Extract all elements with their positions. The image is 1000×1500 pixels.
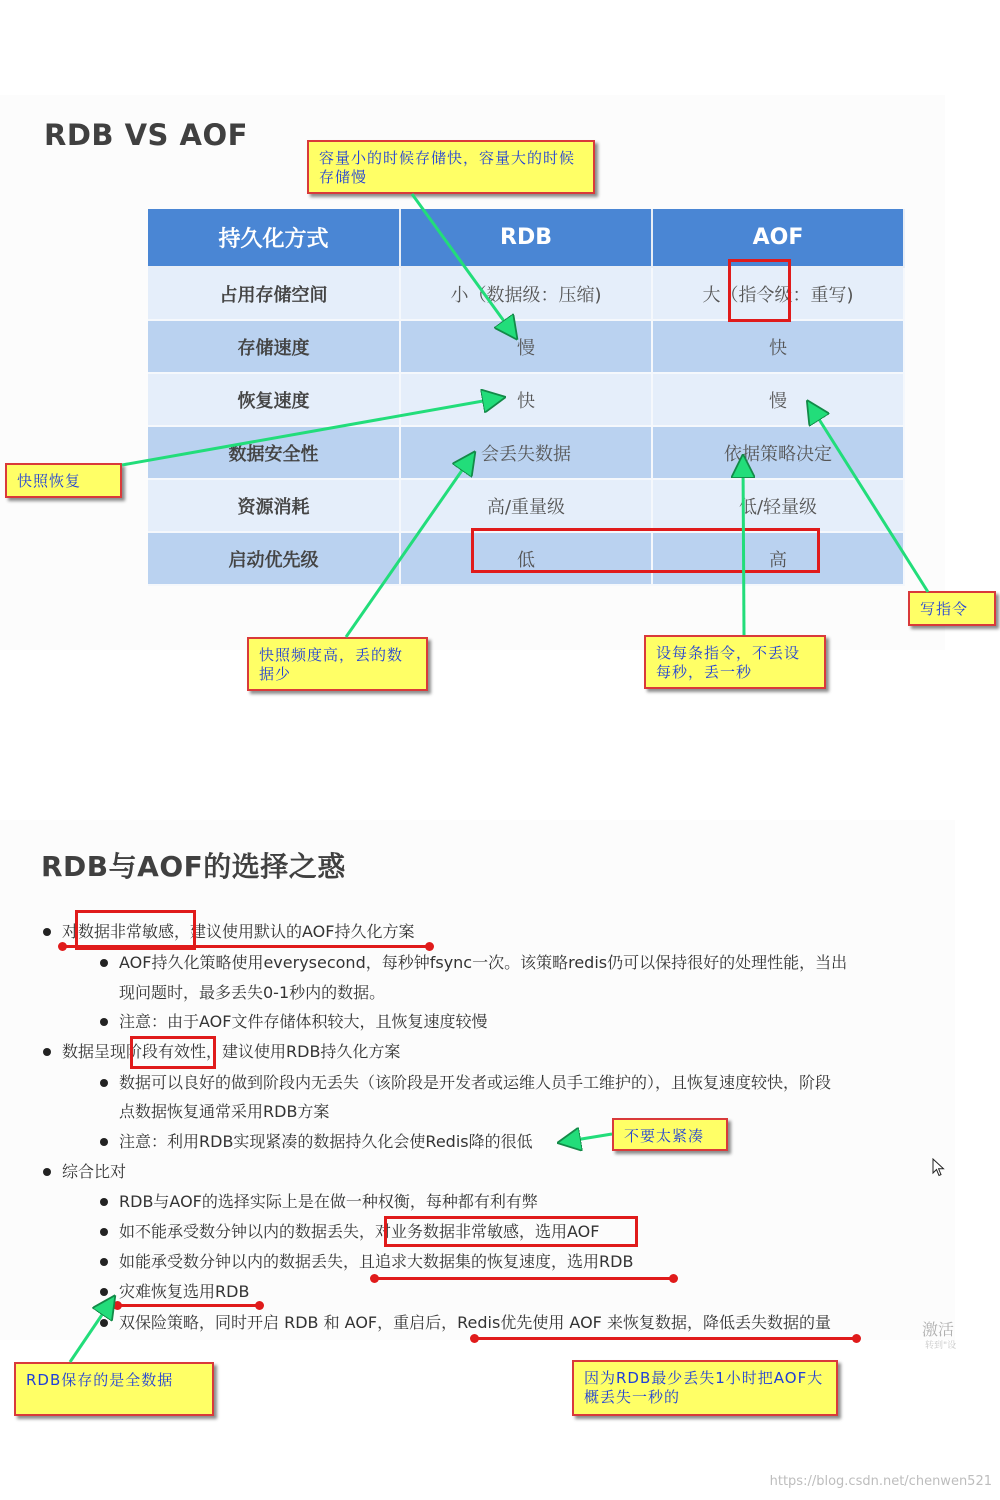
bullet-dot [100,1018,108,1026]
bullet-item: 如能承受数分钟以内的数据丢失，且追求大数据集的恢复速度，选用RDB [119,1252,633,1272]
highlight-startup-priority [471,528,820,573]
bullet-dot [100,1138,108,1146]
bullet-dot [43,1168,51,1176]
bullet-dot [100,1288,108,1296]
note-every-command: 设每条指令，不丢设每秒，丢一秒 [644,635,826,689]
rdb-cell: 小（数据级：压缩) [400,267,652,320]
note-rdb-loss: 因为RDB最少丢失1小时把AOF大概丢失一秒的 [572,1360,838,1416]
aof-cell: 慢 [652,373,904,426]
row-label: 资源消耗 [148,479,400,532]
bullet-item: 综合比对 [62,1162,126,1182]
bullet-dot [100,1258,108,1266]
bullet-item: 如不能承受数分钟以内的数据丢失，对业务数据非常敏感，选用AOF [119,1222,599,1242]
aof-cell: 大（指令级：重写) [652,267,904,320]
bullet-item: 灾难恢复选用RDB [119,1282,249,1302]
bullet-dot [100,1079,108,1087]
row-label: 启动优先级 [148,532,400,585]
bullet-dot [43,928,51,936]
note-write-command: 写指令 [908,591,996,626]
bullet-dot [100,1228,108,1236]
bullet-item: 注意：由于AOF文件存储体积较大，且恢复速度较慢 [119,1012,487,1032]
aof-cell: 快 [652,320,904,373]
highlight-stage-validity [130,1036,216,1069]
table-row [148,426,904,479]
bullet-item: AOF持久化策略使用everysecond，每秒钟fsync一次。该策略redis仍可以保持很好的处理性能，当出 [119,953,847,973]
underline-aof-priority [474,1337,857,1340]
note-capacity: 容量小的时候存储快，容量大的时候存储慢 [307,140,595,194]
underline-disaster-recovery [117,1304,260,1307]
bullet-dot [100,1198,108,1206]
note-not-too-compact: 不要太紧凑 [612,1118,728,1151]
row-label: 存储速度 [148,320,400,373]
note-snapshot-frequency: 快照频度高，丢的数据少 [247,637,428,691]
bullet-item: 数据呈现阶段有效性，建议使用RDB持久化方案 [62,1042,400,1062]
row-label: 数据安全性 [148,426,400,479]
aof-cell: 依据策略决定 [652,426,904,479]
highlight-business-sensitive [384,1216,638,1247]
source-credit: https://blog.csdn.net/chenwen521 [769,1474,992,1489]
header-aof: AOF [652,209,904,267]
bullet-continuation: 点数据恢复通常采用RDB方案 [119,1102,330,1121]
slide1-title: RDB VS AOF [44,118,248,152]
bullet-item: 双保险策略，同时开启 RDB 和 AOF，重启后，Redis优先使用 AOF 来恢复数据，降低丢失数据的量 [119,1313,831,1333]
rdb-cell: 快 [400,373,652,426]
underline-item1 [62,945,430,948]
bullet-item: 对数据非常敏感，建议使用默认的AOF持久化方案 [62,922,414,942]
table-row [148,320,904,373]
highlight-instruction-level [728,259,791,322]
aof-cell: 低/轻量级 [652,479,904,532]
bullet-continuation: 现问题时，最多丢失0-1秒内的数据。 [119,983,386,1002]
row-label: 占用存储空间 [148,267,400,320]
bullet-dot [100,959,108,967]
bullet-item: RDB与AOF的选择实际上是在做一种权衡，每种都有利有弊 [119,1192,538,1212]
rdb-cell: 慢 [400,320,652,373]
bullet-dot [43,1048,51,1056]
row-label: 恢复速度 [148,373,400,426]
aof-cell: 高 [652,532,904,585]
slide2-title: RDB与AOF的选择之惑 [41,850,346,883]
mouse-cursor-icon [932,1158,946,1178]
bullet-dot [100,1319,108,1327]
note-rdb-full-data: RDB保存的是全数据 [14,1362,214,1416]
header-rdb: RDB [400,209,652,267]
rdb-cell: 高/重量级 [400,479,652,532]
bullet-item: 注意：利用RDB实现紧凑的数据持久化会使Redis降的很低 [119,1132,533,1152]
table-row [148,373,904,426]
header-method: 持久化方式 [148,209,400,267]
rdb-cell: 低 [400,532,652,585]
note-snapshot-recover: 快照恢复 [5,463,122,498]
bullet-item: 数据可以良好的做到阶段内无丢失（该阶段是开发者或运维人员手工维护的），且恢复速度较快，阶段 [119,1073,831,1093]
highlight-very-sensitive [75,910,196,950]
activation-watermark: 激活 [922,1320,955,1339]
underline-big-dataset [374,1277,674,1280]
rdb-cell: 会丢失数据 [400,426,652,479]
activation-watermark-sub: 转到"设 [925,1341,957,1351]
table-row [148,479,904,532]
